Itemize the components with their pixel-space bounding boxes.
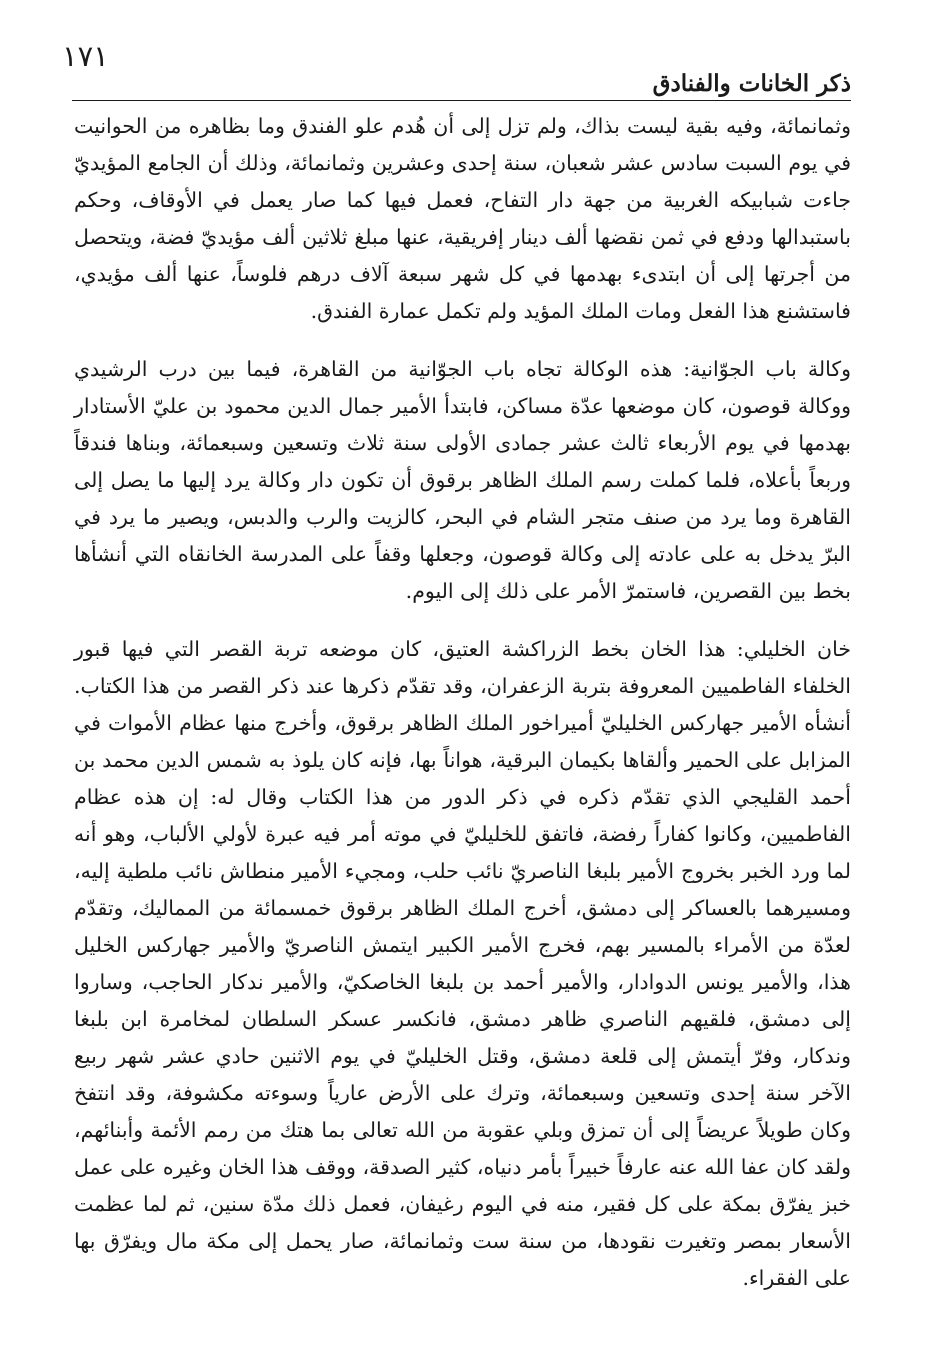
header-divider (72, 100, 851, 101)
body-text (74, 108, 851, 1323)
paragraph-khan-al-khalili: خان الخليلي: هذا الخان بخط الزراكشة العتيق، كان موضعه تربة القصر التي فيها قبور الخلفاء الفاطميين المعروفة بتربة الزعفران، وقد تقدّم ذكرها عند ذكر القصر من هذا الكتاب. أنشأه الأمير جهاركس الخليليّ أميراخور الملك الظاهر برقوق، وأخرج منها عظام الأموات في المزابل على الحمير وألقاها بكيمان البرقية، هواناً بها، فإنه كان يلوذ به شمس الدين محمد بن أحمد القليجي الذي تقدّم ذكره في ذكر الدور من هذا الكتاب وقال له: إن هذه عظام الفاطميين، وكانوا كفاراً رفضة، فاتفق للخليليّ في موته أمر فيه عبرة لأولي الألباب، وهو أنه لما ورد الخبر بخروج الأمير بلبغا الناصريّ نائب حلب، ومجيء الأمير منطاش نائب ملطية إليه، ومسيرهما بالعساكر إلى دمشق، أخرج الملك الظاهر برقوق خمسمائة من المماليك، وتقدّم لعدّة من الأمراء بالمسير بهم، فخرج الأمير الكبير ايتمش الناصريّ والأمير جهاركس الخليل هذا، والأمير يونس الدوادار، والأمير أحمد بن بلبغا الخاصكيّ، والأمير ندكار الحاجب، وساروا إلى دمشق، فلقيهم الناصري ظاهر دمشق، فانكسر عسكر السلطان لمخامرة ابن بلبغا وندكار، وفرّ أيتمش إلى قلعة دمشق، وقتل الخليليّ في يوم الاثنين حادي عشر شهر ربيع الآخر سنة إحدى وتسعين وسبعمائة، وترك على الأرض عارياً وسوءته مكشوفة، وقد انتفخ وكان طويلاً عريضاً إلى أن تمزق وبلي عقوبة من الله تعالى بما هتك من رمم الأئمة وأبنائهم، ولقد كان عفا الله عنه عارفاً خبيراً بأمر دنياه، كثير الصدقة، ووقف هذا الخان وغيره على عمل خبز يفرّق بمكة على كل فقير، منه في اليوم رغيفان، فعمل ذلك مدّة سنين، ثم لما عظمت الأسعار بمصر وتغيرت نقودها، من سنة ست وثمانمائة، صار يحمل إلى مكة مال ويفرّق بها على الفقراء. (74, 637, 851, 1290)
paragraph-fondouk-continued: وثمانمائة، وفيه بقية ليست بذاك، ولم تزل إلى أن هُدم علو الفندق وما بظاهره من الحوانيت في يوم السبت سادس عشر شعبان، سنة إحدى وعشرين وثمانمائة، وذلك أن الجامع المؤيديّ جاءت شبابيكه الغربية من جهة دار التفاح، فعمل فيها كما صار يعمل في الأوقاف، وحكم باستبدالها ودفع في ثمن نقضها ألف دينار إفريقية، عنها مبلغ ثلاثين ألف مؤيديّ فضة، ويتحصل من أجرتها إلى أن ابتدىء بهدمها في كل شهر سبعة آلاف درهم فلوساً، عنها ألف مؤيدي، فاستشنع هذا الفعل ومات الملك المؤيد ولم تكمل عمارة الفندق. (74, 114, 851, 323)
paragraph-wakalat-bab-al-jawaniya: وكالة باب الجوّانية: هذه الوكالة تجاه باب الجوّانية من القاهرة، فيما بين درب الرشيدي ووكالة قوصون، كان موضعها عدّة مساكن، فابتدأ الأمير جمال الدين محمود بن عليّ الأستادار بهدمها في يوم الأربعاء ثالث عشر جمادى الأولى سنة ثلاث وتسعين وسبعمائة، وبناها فندقاً وربعاً بأعلاه، فلما كملت رسم الملك الظاهر برقوق أن تكون دار وكالة يرد إليها ما يصل إلى القاهرة وما يرد من صنف متجر الشام في البحر، كالزيت والرب والدبس، ويصير ما يرد في البرّ يدخل به على عادته إلى وكالة قوصون، وجعلها وقفاً على المدرسة الخانقاه التي أنشأها بخط بين القصرين، فاستمرّ الأمر على ذلك إلى اليوم. (74, 357, 851, 603)
page-number: ١٧١ (62, 39, 109, 73)
running-head: ذكر الخانات والفنادق (652, 70, 851, 97)
